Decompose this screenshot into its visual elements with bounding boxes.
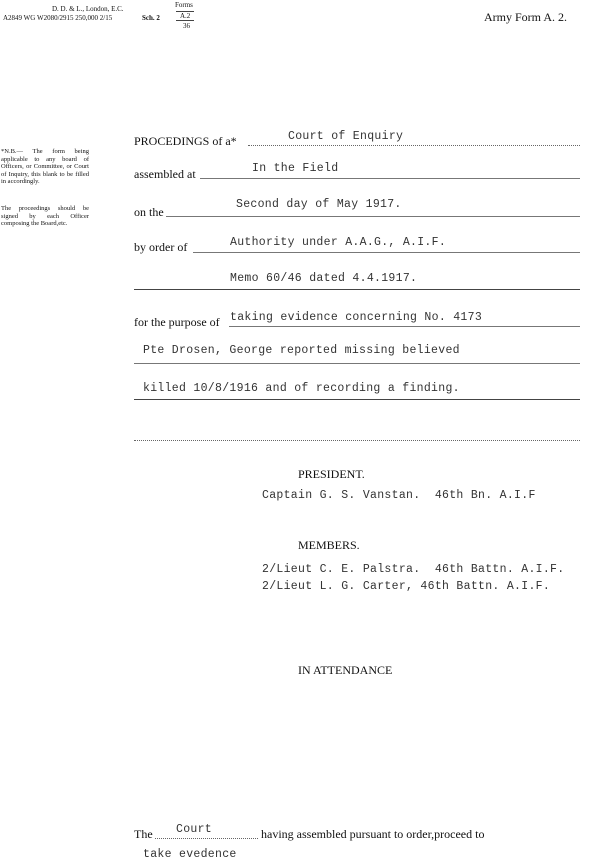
proceedings-value: Court of Enquiry <box>288 130 404 143</box>
purpose-rule-3 <box>134 399 580 400</box>
closing-body-value: Court <box>176 823 213 836</box>
members-heading: MEMBERS. <box>298 538 360 552</box>
form-title: Army Form A. 2. <box>484 10 568 24</box>
on-the-value: Second day of May 1917. <box>236 198 402 211</box>
member-2: 2/Lieut L. G. Carter, 46th Battn. A.I.F. <box>262 580 551 593</box>
order-label: by order of <box>134 240 188 254</box>
on-the-rule <box>166 216 580 217</box>
purpose-line-2: Pte Drosen, George reported missing believed <box>143 344 460 357</box>
print-code: A2849 WG W2080/2915 250,000 2/15 <box>3 14 113 22</box>
on-the-label: on the <box>134 205 164 219</box>
closing-rule <box>155 838 258 839</box>
order-value-line2: Memo 60/46 dated 4.4.1917. <box>230 272 418 285</box>
attendance-heading: IN ATTENDANCE <box>298 663 393 677</box>
president-name: Captain G. S. Vanstan. 46th Bn. A.I.F <box>262 489 536 502</box>
assembled-value: In the Field <box>252 162 339 175</box>
side-note-board: *N.B.— The form being applicable to any board of Officers, or Committee, or Court of Inquiry, this blank to be filled in accordingly. <box>1 148 89 185</box>
blank-rule <box>134 440 580 441</box>
closing-the-label: The <box>134 827 153 841</box>
forms-label: Forms <box>175 1 193 9</box>
form-ref: A.2 <box>176 11 194 21</box>
order-value: Authority under A.A.G., A.I.F. <box>230 236 447 249</box>
purpose-rule-2 <box>134 363 580 364</box>
proceedings-label: PROCEDINGS of a* <box>134 134 237 148</box>
member-1: 2/Lieut C. E. Palstra. 46th Battn. A.I.F. <box>262 563 565 576</box>
president-heading: PRESIDENT. <box>298 467 365 481</box>
purpose-rule <box>229 326 580 327</box>
purpose-value: taking evidence concerning No. 4173 <box>230 311 483 324</box>
assembled-label: assembled at <box>134 167 196 181</box>
order-rule-2 <box>134 289 580 290</box>
purpose-label: for the purpose of <box>134 315 220 329</box>
assembled-rule <box>200 178 580 179</box>
proceedings-rule <box>248 145 580 146</box>
purpose-line-3: killed 10/8/1916 and of recording a finding. <box>143 382 460 395</box>
schedule: Sch. 2 <box>142 14 160 22</box>
side-note-signing: The proceedings should be signed by each Officer composing the Board,etc. <box>1 205 89 227</box>
closing-text: having assembled pursuant to order,proceed to <box>261 827 485 841</box>
form-sub: 36 <box>183 22 190 30</box>
printer-line: D. D. & L., London, E.C. <box>52 5 124 13</box>
closing-continuation: take evedence <box>143 848 237 861</box>
order-rule <box>193 252 580 253</box>
